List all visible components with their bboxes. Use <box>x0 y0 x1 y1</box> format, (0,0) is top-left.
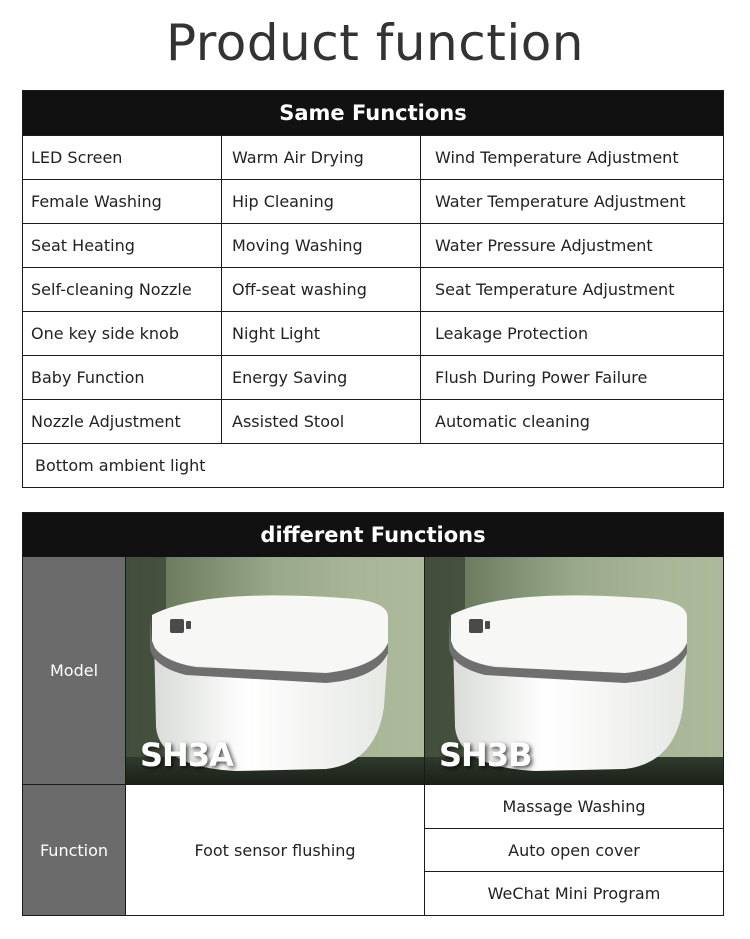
table-cell: Hip Cleaning <box>222 180 421 223</box>
table-cell: Leakage Protection <box>435 324 589 343</box>
table-row <box>23 179 723 223</box>
table-cell: Baby Function <box>23 356 222 399</box>
table-cell: Seat Temperature Adjustment <box>435 280 675 299</box>
table-cell: Automatic cleaning <box>435 412 590 431</box>
table-cell: One key side knob <box>23 312 222 355</box>
function-label: Function <box>23 785 125 915</box>
sh3b-function-list <box>424 785 723 915</box>
table-cell: Night Light <box>222 312 421 355</box>
different-functions-header: different Functions <box>23 513 723 557</box>
table-row <box>23 443 723 487</box>
model-name-sh3b: SH3B <box>439 736 532 774</box>
table-cell: Bottom ambient light <box>35 456 206 475</box>
table-row <box>23 267 723 311</box>
model-name-sh3a: SH3A <box>140 736 233 774</box>
table-cell: Assisted Stool <box>222 400 421 443</box>
table-row <box>23 311 723 355</box>
model-label: Model <box>23 557 125 784</box>
same-functions-header: Same Functions <box>23 91 723 135</box>
table-row <box>23 355 723 399</box>
sh3a-function: Foot sensor flushing <box>125 785 424 915</box>
table-cell: LED Screen <box>23 136 222 179</box>
table-cell: Moving Washing <box>222 224 421 267</box>
sh3b-function: Massage Washing <box>502 796 646 816</box>
table-row <box>23 223 723 267</box>
model-image-sh3b <box>424 557 723 784</box>
table-cell: Water Temperature Adjustment <box>435 192 686 211</box>
table-cell: Wind Temperature Adjustment <box>435 148 679 167</box>
table-row <box>23 135 723 179</box>
different-functions-table <box>22 512 724 916</box>
sh3b-function: Auto open cover <box>425 828 723 872</box>
sh3b-function: WeChat Mini Program <box>425 871 723 915</box>
model-row <box>23 557 723 784</box>
table-cell: Self-cleaning Nozzle <box>23 268 222 311</box>
same-functions-table <box>22 90 724 488</box>
table-cell: Energy Saving <box>222 356 421 399</box>
table-cell: Seat Heating <box>23 224 222 267</box>
table-cell: Water Pressure Adjustment <box>435 236 653 255</box>
table-cell: Nozzle Adjustment <box>23 400 222 443</box>
table-cell: Flush During Power Failure <box>435 368 648 387</box>
table-row <box>23 399 723 443</box>
table-cell: Warm Air Drying <box>222 136 421 179</box>
table-cell: Female Washing <box>23 180 222 223</box>
model-image-sh3a <box>125 557 424 784</box>
table-cell: Off-seat washing <box>222 268 421 311</box>
function-row <box>23 784 723 915</box>
page-title: Product function <box>166 14 584 72</box>
